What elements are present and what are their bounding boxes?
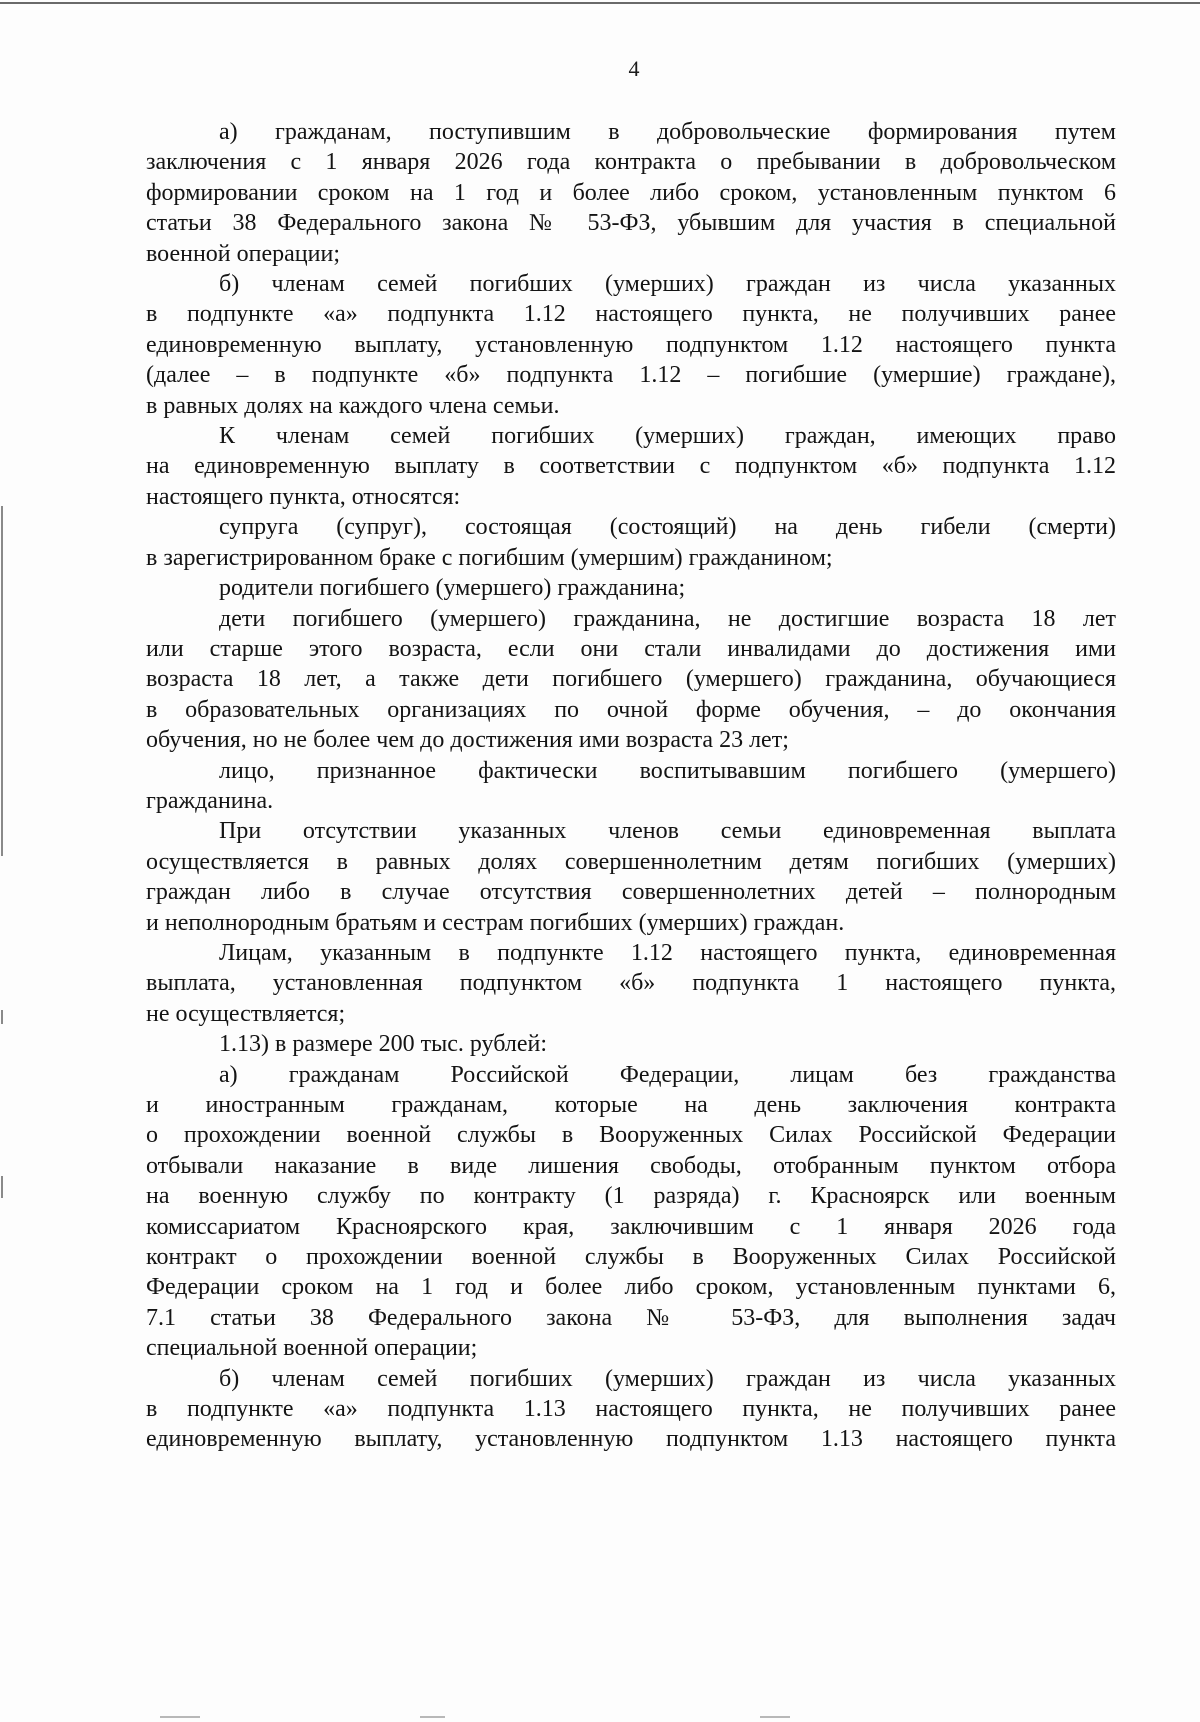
document-line: на военную службу по контракту (1 разряда) г. Красноярск или военным — [146, 1183, 1116, 1210]
scan-artifact — [420, 1716, 445, 1718]
document-line: родители погибшего (умершего) гражданина; — [219, 575, 686, 602]
document-line: К членам семей погибших (умерших) граждан, имеющих право — [219, 423, 1116, 450]
document-line: гражданина. — [146, 787, 274, 814]
document-line: (далее – в подпункте «б» подпункта 1.12 – погибшие (умершие) граждане), — [146, 362, 1116, 389]
document-line: возраста 18 лет, а также дети погибшего (умершего) гражданина, обучающиеся — [146, 666, 1116, 693]
document-line: настоящего пункта, относятся: — [146, 483, 461, 510]
document-line: 7.1 статьи 38 Федерального закона № 53-ФЗ, для выполнения задач — [146, 1304, 1116, 1331]
document-line: а) гражданам Российской Федерации, лицам без гражданства — [219, 1061, 1116, 1088]
document-line: комиссариатом Красноярского края, заключившим с 1 января 2026 года — [146, 1213, 1116, 1240]
page-number: 4 — [628, 56, 640, 81]
document-line: дети погибшего (умершего) гражданина, не достигшие возраста 18 лет — [219, 605, 1116, 632]
document-line: и иностранным гражданам, которые на день заключения контракта — [146, 1092, 1116, 1118]
document-line: лицо, признанное фактически воспитывавшим погибшего (умершего) — [219, 757, 1116, 784]
document-line: специальной военной операции; — [146, 1335, 478, 1362]
document-line: б) членам семей погибших (умерших) граждан из числа указанных — [219, 1365, 1116, 1392]
document-line: в подпункте «а» подпункта 1.13 настоящего пункта, не получивших ранее — [146, 1396, 1116, 1423]
document-line: формировании сроком на 1 год и более либо сроком, установленным пунктом 6 — [146, 179, 1116, 206]
document-line: о прохождении военной службы в Вооруженных Силах Российской Федерации — [146, 1122, 1116, 1149]
document-line: осуществляется в равных долях совершеннолетним детям погибших (умерших) — [146, 848, 1116, 875]
document-line: единовременную выплату, установленную подпунктом 1.12 настоящего пункта — [146, 331, 1116, 358]
document-line: Лицам, указанным в подпункте 1.12 настоящего пункта, единовременная — [219, 939, 1116, 966]
document-line: не осуществляется; — [146, 1000, 346, 1027]
top-edge-rule — [0, 2, 1200, 4]
left-edge-mark — [1, 1176, 3, 1198]
document-line: а) гражданам, поступившим в добровольческие формирования путем — [219, 119, 1116, 145]
document-line: граждан либо в случае отсутствия совершеннолетних детей – полнородным — [146, 879, 1116, 906]
document-line: единовременную выплату, установленную подпунктом 1.13 настоящего пункта — [146, 1426, 1116, 1453]
document-line: б) членам семей погибших (умерших) граждан из числа указанных — [219, 271, 1116, 298]
document-line: в подпункте «а» подпункта 1.12 настоящего пункта, не получивших ранее — [146, 301, 1116, 328]
left-edge-mark — [1, 506, 3, 856]
document-body — [146, 117, 1116, 1455]
document-line: супруга (супруг), состоящая (состоящий) на день гибели (смерти) — [219, 514, 1116, 541]
left-edge-mark — [1, 1010, 3, 1024]
document-line: статьи 38 Федерального закона № 53-ФЗ, убывшим для участия в специальной — [146, 210, 1116, 237]
document-line: Федерации сроком на 1 год и более либо сроком, установленным пунктами 6, — [146, 1274, 1116, 1301]
scan-artifact — [760, 1716, 790, 1718]
document-line: в равных долях на каждого члена семьи. — [146, 392, 560, 419]
document-line: выплата, установленная подпунктом «б» подпункта 1 настоящего пункта, — [146, 970, 1116, 997]
document-line: военной операции; — [146, 240, 340, 267]
document-line: При отсутствии указанных членов семьи единовременная выплата — [219, 818, 1116, 845]
document-line: обучения, но не более чем до достижения ими возраста 23 лет; — [146, 727, 789, 754]
document-line: 1.13) в размере 200 тыс. рублей: — [219, 1031, 547, 1058]
document-line: на единовременную выплату в соответствии с подпунктом «б» подпункта 1.12 — [146, 453, 1116, 480]
document-line: или старше этого возраста, если они стали инвалидами до достижения ими — [146, 635, 1116, 662]
document-line: в образовательных организациях по очной форме обучения, – до окончания — [146, 696, 1116, 723]
document-line: в зарегистрированном браке с погибшим (умершим) гражданином; — [146, 544, 833, 571]
scan-artifact — [160, 1716, 200, 1718]
document-line: заключения с 1 января 2026 года контракта о пребывании в добровольческом — [146, 149, 1116, 176]
document-line: контракт о прохождении военной службы в Вооруженных Силах Российской — [146, 1244, 1116, 1271]
document-line: отбывали наказание в виде лишения свободы, отобранным пунктом отбора — [146, 1152, 1116, 1179]
document-line: и неполнородным братьям и сестрам погибших (умерших) граждан. — [146, 909, 845, 936]
